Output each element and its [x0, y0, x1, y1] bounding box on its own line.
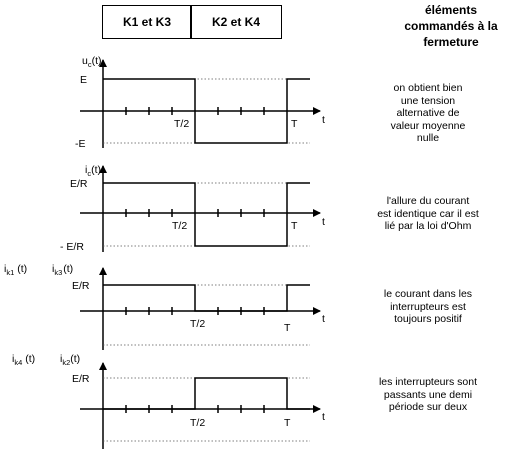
tick-label-half-period: T/2	[190, 318, 206, 330]
y-axis-label-ik4: $i_{k4}$ (t)	[12, 353, 36, 367]
tick-label-period: T	[291, 118, 298, 130]
description-line: passants une demi	[383, 388, 473, 401]
description-line: alternative de	[396, 107, 460, 119]
header-title-line: fermeture	[423, 35, 479, 49]
description-line: interrupteurs est	[390, 300, 466, 313]
tick-label-period: T	[284, 322, 291, 334]
graph-uc	[75, 55, 325, 150]
level-label-e-r: E/R	[72, 373, 90, 385]
tick-label-period: T	[291, 220, 298, 232]
description-line: nulle	[416, 132, 440, 144]
description-uc	[353, 82, 503, 145]
description-line: les interrupteurs sont	[378, 376, 478, 388]
description-line: lié par la loi d'Ohm	[384, 220, 472, 232]
description-line: on obtient bien	[393, 82, 463, 94]
description-ik1-ik3	[353, 288, 503, 326]
tick-label-half-period: T/2	[190, 417, 206, 429]
x-axis-label: t	[322, 114, 325, 126]
header-cell-k1-k3-label: K1 et K3	[122, 15, 172, 29]
graph-ic	[60, 164, 325, 253]
y-axis-label: $u_c(t)$	[82, 55, 102, 69]
header-title-line: éléments	[424, 3, 478, 17]
x-axis-label: t	[322, 216, 325, 228]
description-line: période sur deux	[388, 401, 468, 413]
tick-label-half-period: T/2	[172, 220, 188, 232]
y-axis-label-ik2: $i_{k2}(t)$	[60, 353, 81, 367]
tick-label-period: T	[284, 417, 291, 429]
x-axis-label: t	[322, 411, 325, 423]
y-axis-label-ik1: $i_{k1}$ (t)	[4, 263, 28, 277]
graph-ik4-ik2	[12, 353, 325, 449]
waveform-ik4	[103, 378, 310, 409]
level-label-minus-e-r: - E/R	[60, 241, 84, 253]
description-line: toujours positif	[394, 313, 462, 325]
description-line: une tension	[400, 94, 456, 107]
waveform-ic	[103, 183, 310, 246]
graph-ik1-ik3	[4, 263, 325, 350]
header-title-line: commandés à la	[404, 19, 498, 33]
level-label-e: E	[80, 74, 88, 86]
level-label-e-r: E/R	[72, 280, 90, 292]
y-axis-label-ik3: $i_{k3}(t)$	[52, 263, 74, 277]
level-label-e-r: E/R	[70, 178, 88, 190]
description-ik4-ik2	[353, 376, 503, 414]
waveform-ik1	[103, 285, 310, 311]
header-cell-k2-k4-label: K2 et K4	[211, 15, 261, 29]
x-axis-label: t	[322, 313, 325, 325]
y-axis-label: $i_c(t)$	[85, 164, 102, 178]
description-line: l'allure du courant	[386, 195, 470, 207]
description-line: le courant dans les	[383, 288, 473, 300]
level-label-minus-e: -E	[75, 138, 86, 150]
description-ic	[353, 195, 503, 233]
description-line: est identique car il est	[377, 207, 479, 220]
description-line: valeur moyenne	[390, 119, 466, 132]
tick-label-half-period: T/2	[174, 118, 190, 130]
